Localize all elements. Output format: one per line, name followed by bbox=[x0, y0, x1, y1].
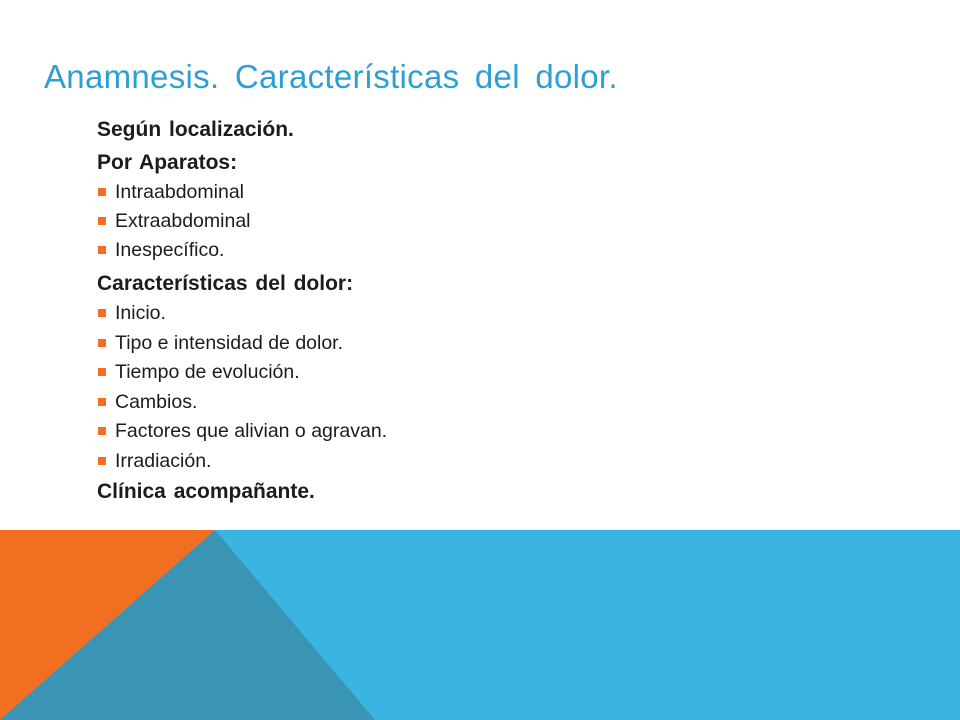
list-item-text: Irradiación. bbox=[115, 449, 212, 472]
list-item bbox=[97, 178, 797, 207]
list-item bbox=[97, 236, 797, 265]
square-bullet-icon bbox=[98, 217, 106, 225]
list-item-text: Extraabdominal bbox=[115, 210, 251, 232]
slide-body bbox=[97, 118, 797, 504]
square-bullet-icon bbox=[98, 398, 106, 406]
list-item bbox=[97, 299, 797, 329]
list-item-text: Intraabdominal bbox=[115, 181, 244, 203]
square-bullet-icon bbox=[98, 309, 106, 317]
heading-localizacion: Según localización. bbox=[97, 118, 294, 141]
list-item bbox=[97, 207, 797, 236]
square-bullet-icon bbox=[98, 368, 106, 376]
list-aparatos bbox=[97, 178, 797, 265]
square-bullet-icon bbox=[98, 246, 106, 254]
square-bullet-icon bbox=[98, 339, 106, 347]
list-item-text: Factores que alivian o agravan. bbox=[115, 420, 388, 442]
heading-clinica: Clínica acompañante. bbox=[97, 480, 315, 503]
square-bullet-icon bbox=[98, 188, 106, 196]
list-item-text: Inespecífico. bbox=[115, 239, 225, 261]
list-item bbox=[97, 358, 797, 388]
list-item bbox=[97, 329, 797, 359]
list-item-text: Tipo e intensidad de dolor. bbox=[115, 331, 344, 354]
heading-caracteristicas: Características del dolor: bbox=[97, 272, 354, 295]
list-caracteristicas bbox=[97, 299, 797, 476]
list-item bbox=[97, 447, 797, 477]
list-item-text: Inicio. bbox=[115, 302, 166, 324]
heading-por-aparatos: Por Aparatos: bbox=[97, 151, 238, 174]
list-item bbox=[97, 417, 797, 447]
slide-title: Anamnesis. Características del dolor. bbox=[44, 58, 618, 95]
square-bullet-icon bbox=[98, 427, 106, 435]
list-item-text: Cambios. bbox=[115, 390, 198, 413]
list-item bbox=[97, 388, 797, 418]
square-bullet-icon bbox=[98, 457, 106, 465]
list-item-text: Tiempo de evolución. bbox=[115, 361, 300, 383]
